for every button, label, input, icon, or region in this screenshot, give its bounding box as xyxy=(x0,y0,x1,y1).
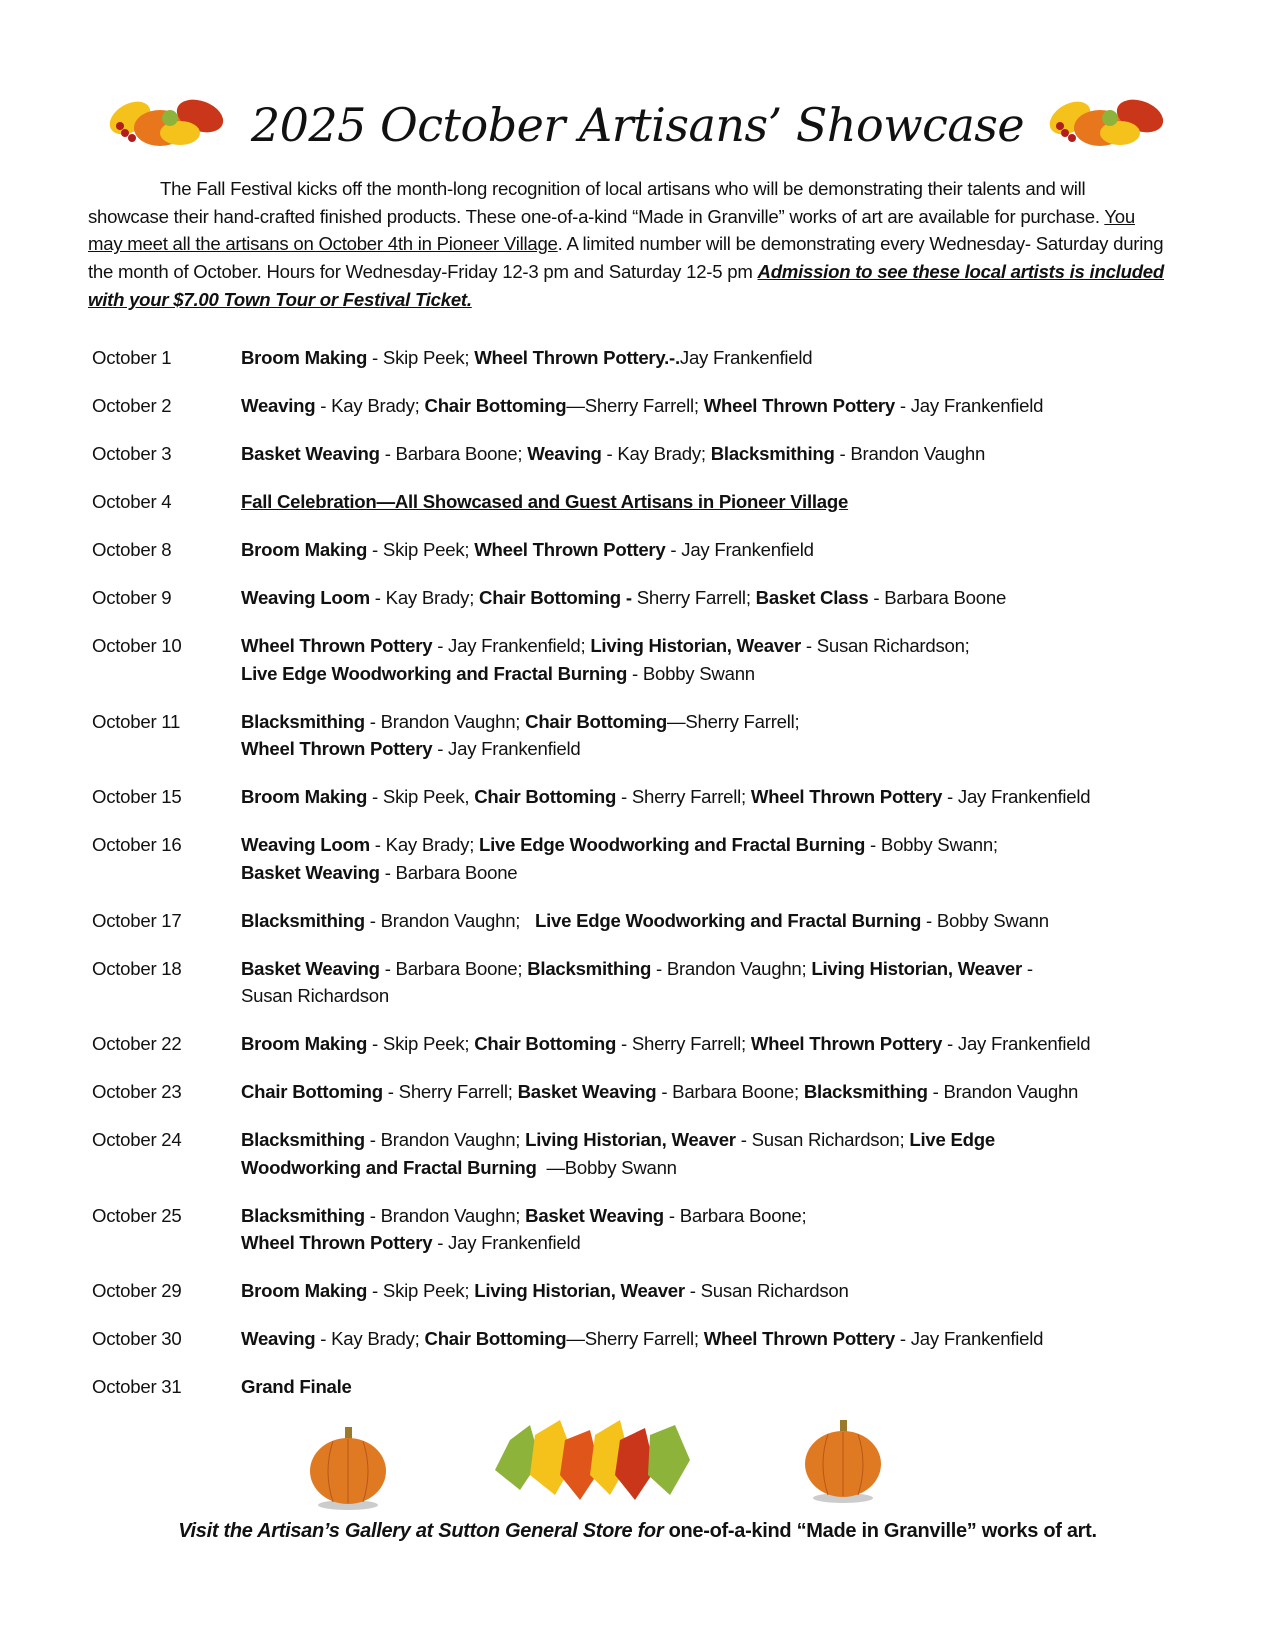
schedule-row xyxy=(92,1325,1202,1353)
artisan-name: - Brandon Vaughn; xyxy=(364,1204,526,1226)
footer-made-in-granville: one-of-a-kind “Made in Granville” works of art. xyxy=(668,1520,1097,1542)
schedule-line xyxy=(241,955,1202,983)
schedule-date: October 8 xyxy=(92,539,172,560)
craft-name: Live Edge xyxy=(909,1129,995,1150)
intro-paragraph xyxy=(88,175,1168,314)
schedule-artisans xyxy=(241,1325,1202,1353)
schedule-line xyxy=(241,1126,1202,1154)
schedule-row xyxy=(92,955,1202,1010)
schedule-artisans xyxy=(241,632,1202,687)
craft-name: Chair Bottoming xyxy=(474,786,617,807)
schedule-date: October 2 xyxy=(92,395,172,416)
schedule-line xyxy=(241,1229,1202,1257)
schedule-row xyxy=(92,708,1202,763)
schedule-date: October 24 xyxy=(92,1129,182,1150)
schedule-artisans xyxy=(241,783,1202,811)
artisan-name: - Skip Peek; xyxy=(367,1033,475,1054)
schedule-line xyxy=(241,783,1202,811)
schedule-date: October 15 xyxy=(92,786,182,807)
schedule-date: October 23 xyxy=(92,1081,182,1102)
schedule-date: October 9 xyxy=(92,587,172,608)
craft-name: Living Historian, Weaver xyxy=(474,1280,685,1301)
intro-text: The Fall Festival kicks off the month-long recognition of local artisans who will be demonstrating their talents and will showcase their hand-crafted finished products. These one-of-a-kind “Made in Granville” works of art are available for purchase. xyxy=(88,178,1105,227)
schedule-date: October 29 xyxy=(92,1280,182,1301)
schedule-row xyxy=(92,536,1202,564)
schedule-artisans xyxy=(241,536,1202,564)
artisan-name: - Jay Frankenfield xyxy=(665,539,814,560)
artisan-name: —Bobby Swann xyxy=(536,1156,677,1178)
craft-name: Broom Making xyxy=(241,539,368,560)
schedule-line xyxy=(241,440,1202,468)
schedule-artisans xyxy=(241,1126,1202,1181)
craft-name: Wheel Thrown Pottery xyxy=(703,1328,895,1349)
schedule-line xyxy=(241,831,1202,859)
artisan-name: - Brandon Vaughn; xyxy=(364,909,535,931)
craft-name: Weaving Loom xyxy=(241,834,370,855)
artisan-name: - Skip Peek; xyxy=(367,1280,475,1301)
artisan-name: —Sherry Farrell; xyxy=(566,395,704,416)
artisan-name: - Kay Brady; xyxy=(369,834,480,855)
schedule-row xyxy=(92,907,1202,935)
artisan-name: - Barbara Boone; xyxy=(663,1204,807,1226)
craft-name: Chair Bottoming xyxy=(474,1033,617,1054)
artisan-name: - Kay Brady; xyxy=(601,443,711,464)
craft-name: Wheel Thrown Pottery xyxy=(241,738,433,759)
schedule-row xyxy=(92,831,1202,886)
autumn-leaves-row-icon xyxy=(490,1420,700,1510)
schedule-row xyxy=(92,1277,1202,1305)
craft-name: Live Edge Woodworking and Fractal Burning xyxy=(241,662,628,684)
artisan-name: - Barbara Boone; xyxy=(379,443,528,464)
intro-hours: . A limited number will be demonstrating every Wednesday- Saturday during the month of October. Hours for Wednesday-Friday 12-3 pm and Saturday 12-5 pm xyxy=(88,233,1164,283)
schedule-artisans xyxy=(241,1202,1202,1257)
craft-name: Chair Bottoming xyxy=(424,1328,567,1349)
schedule-date: October 18 xyxy=(92,957,182,979)
schedule-artisans xyxy=(241,1277,1202,1305)
craft-name: Blacksmithing xyxy=(527,957,652,979)
schedule-line xyxy=(241,536,1202,564)
schedule-line xyxy=(241,1030,1202,1058)
schedule-artisans xyxy=(241,440,1202,468)
craft-name: Weaving xyxy=(241,1328,316,1349)
artisan-name: - Barbara Boone xyxy=(868,587,1007,608)
craft-name: Blacksmithing xyxy=(803,1081,928,1102)
craft-name: Live Edge Woodworking and Fractal Burning xyxy=(479,834,866,855)
artisan-name: - Brandon Vaughn; xyxy=(651,957,812,979)
craft-name: Broom Making xyxy=(241,347,368,368)
craft-name: Wheel Thrown Pottery xyxy=(241,635,433,656)
craft-name: Weaving Loom xyxy=(241,587,370,608)
craft-name: Broom Making xyxy=(241,786,368,807)
artisan-name: - Kay Brady; xyxy=(315,1328,425,1349)
artisan-name: - Susan Richardson; xyxy=(735,1129,910,1150)
craft-name: Living Historian, Weaver xyxy=(525,1129,736,1150)
artisan-name: - Kay Brady; xyxy=(369,587,480,608)
artisan-name: - Jay Frankenfield xyxy=(942,1033,1091,1054)
craft-name: Chair Bottoming xyxy=(241,1081,383,1102)
craft-name: Wheel Thrown Pottery xyxy=(241,1232,433,1253)
craft-name: Blacksmithing xyxy=(241,710,365,732)
schedule-line xyxy=(241,1373,1202,1401)
intro-admission: Admission to see these local artists is included with your $7.00 Town Tour or Festival Ticket. xyxy=(88,261,1165,310)
schedule-line xyxy=(241,584,1202,612)
schedule-line xyxy=(241,1277,1202,1305)
artisan-name: - Susan Richardson; xyxy=(800,635,970,656)
artisan-name: Jay Frankenfield xyxy=(679,347,813,368)
artisan-name: - Skip Peek; xyxy=(367,347,475,368)
artisan-name: - Sherry Farrell; xyxy=(616,786,751,807)
artisan-name: - Jay Frankenfield xyxy=(432,738,581,759)
schedule-date: October 10 xyxy=(92,635,182,656)
craft-name: Weaving xyxy=(527,443,602,464)
craft-name: Basket Weaving xyxy=(525,1204,664,1226)
artisan-name: - Brandon Vaughn xyxy=(927,1081,1079,1102)
schedule-row xyxy=(92,488,1202,516)
schedule-row xyxy=(92,1078,1202,1106)
schedule-line xyxy=(241,1078,1202,1106)
schedule-line xyxy=(241,907,1202,935)
schedule-row xyxy=(92,392,1202,420)
artisan-name: - Barbara Boone xyxy=(379,861,518,883)
craft-name: Wheel Thrown Pottery.-. xyxy=(474,347,680,368)
craft-name: Chair Bottoming - xyxy=(479,587,632,608)
schedule-line xyxy=(241,632,1202,660)
schedule-line xyxy=(241,660,1202,688)
artisan-name: - Brandon Vaughn xyxy=(834,443,986,464)
craft-name: Basket Weaving xyxy=(241,957,380,979)
craft-name: Fall Celebration—All Showcased and Guest Artisans in Pioneer Village xyxy=(241,491,849,512)
schedule-artisans xyxy=(241,907,1202,935)
schedule-row xyxy=(92,1126,1202,1181)
pumpkin-right-icon xyxy=(800,1418,886,1504)
schedule-artisans xyxy=(241,1078,1202,1106)
schedule-date: October 11 xyxy=(92,710,181,732)
schedule-artisans xyxy=(241,708,1202,763)
craft-name: Chair Bottoming xyxy=(525,710,668,732)
schedule-date: October 31 xyxy=(92,1376,182,1397)
schedule-artisans xyxy=(241,488,1202,516)
craft-name: Blacksmithing xyxy=(241,1129,365,1150)
artisan-name: - Sherry Farrell; xyxy=(616,1033,751,1054)
page-title: 2025 October Artisans’ Showcase xyxy=(250,98,1025,152)
artisan-name: - Skip Peek, xyxy=(367,786,475,807)
craft-name: Blacksmithing xyxy=(241,909,365,931)
schedule-row xyxy=(92,584,1202,612)
schedule-date: October 3 xyxy=(92,443,172,464)
intro-meet-artisans: You may meet all the artisans on October 4th in Pioneer Village xyxy=(88,205,1135,255)
schedule-artisans xyxy=(241,1030,1202,1058)
schedule-date: October 22 xyxy=(92,1033,182,1054)
schedule-date: October 1 xyxy=(92,347,172,368)
artisan-name: - Brandon Vaughn; xyxy=(364,1129,526,1150)
artisan-name: —Sherry Farrell; xyxy=(667,710,800,732)
schedule-artisans xyxy=(241,344,1202,372)
craft-name: Living Historian, Weaver xyxy=(811,957,1023,979)
schedule-list xyxy=(92,344,1202,1421)
craft-name: Blacksmithing xyxy=(241,1204,365,1226)
craft-name: Grand Finale xyxy=(241,1376,352,1397)
schedule-line xyxy=(241,982,1202,1010)
schedule-row xyxy=(92,440,1202,468)
artisan-name: - Susan Richardson xyxy=(684,1280,849,1301)
schedule-line xyxy=(241,735,1202,763)
artisan-name: - Kay Brady; xyxy=(315,395,425,416)
artisan-name: - Bobby Swann; xyxy=(865,834,998,855)
artisan-name: - Brandon Vaughn; xyxy=(364,710,526,732)
craft-name: Chair Bottoming xyxy=(424,395,567,416)
artisan-name: - Jay Frankenfield xyxy=(942,786,1091,807)
artisan-name: - Sherry Farrell; xyxy=(382,1081,518,1102)
craft-name: Wheel Thrown Pottery xyxy=(750,1033,943,1054)
schedule-date: October 17 xyxy=(92,909,182,931)
schedule-date: October 16 xyxy=(92,834,182,855)
schedule-line xyxy=(241,344,1202,372)
craft-name: Broom Making xyxy=(241,1280,368,1301)
schedule-row xyxy=(92,344,1202,372)
craft-name: Live Edge Woodworking and Fractal Burning xyxy=(534,909,922,931)
schedule-line xyxy=(241,708,1202,736)
artisan-name: - Jay Frankenfield xyxy=(432,1232,581,1253)
artisan-name: - Barbara Boone; xyxy=(656,1081,804,1102)
schedule-row xyxy=(92,1202,1202,1257)
craft-name: Basket Weaving xyxy=(517,1081,657,1102)
schedule-line xyxy=(241,392,1202,420)
footer-gallery-text: Visit the Artisan’s Gallery at Sutton General Store for xyxy=(178,1520,669,1542)
schedule-line xyxy=(241,1325,1202,1353)
craft-name: Broom Making xyxy=(241,1033,368,1054)
schedule-date: October 25 xyxy=(92,1204,182,1226)
schedule-date: October 30 xyxy=(92,1328,182,1349)
artisan-name: - Barbara Boone; xyxy=(379,957,528,979)
craft-name: Basket Weaving xyxy=(241,861,380,883)
craft-name: Blacksmithing xyxy=(710,443,835,464)
schedule-artisans xyxy=(241,584,1202,612)
schedule-row xyxy=(92,1030,1202,1058)
artisan-name: - Jay Frankenfield xyxy=(894,395,1044,416)
artisan-name: Sherry Farrell; xyxy=(631,587,756,608)
schedule-date: October 4 xyxy=(92,491,172,512)
schedule-artisans xyxy=(241,955,1202,1010)
pumpkin-left-icon xyxy=(305,1425,391,1511)
craft-name: Weaving xyxy=(241,395,316,416)
artisan-name: - Jay Frankenfield; xyxy=(432,635,591,656)
artisan-name: - Bobby Swann xyxy=(921,909,1049,931)
craft-name: Wheel Thrown Pottery xyxy=(474,539,666,560)
schedule-row xyxy=(92,1373,1202,1401)
schedule-line xyxy=(241,1202,1202,1230)
schedule-artisans xyxy=(241,1373,1202,1401)
craft-name: Basket Class xyxy=(755,587,869,608)
artisan-name: Susan Richardson xyxy=(241,985,389,1006)
artisan-name: - Bobby Swann xyxy=(627,662,755,684)
artisan-name: - xyxy=(1022,957,1033,979)
schedule-line xyxy=(241,859,1202,887)
craft-name: Wheel Thrown Pottery xyxy=(703,395,895,416)
schedule-artisans xyxy=(241,392,1202,420)
schedule-row xyxy=(92,783,1202,811)
craft-name: Living Historian, Weaver xyxy=(590,635,801,656)
craft-name: Basket Weaving xyxy=(241,443,380,464)
artisan-name: —Sherry Farrell; xyxy=(566,1328,704,1349)
schedule-artisans xyxy=(241,831,1202,886)
artisan-name: - Skip Peek; xyxy=(367,539,475,560)
schedule-line xyxy=(241,488,1202,516)
artisan-name: - Jay Frankenfield xyxy=(894,1328,1044,1349)
schedule-line xyxy=(241,1154,1202,1182)
craft-name: Woodworking and Fractal Burning xyxy=(241,1156,537,1178)
craft-name: Wheel Thrown Pottery xyxy=(750,786,943,807)
schedule-row xyxy=(92,632,1202,687)
footer-note xyxy=(0,1520,1275,1543)
